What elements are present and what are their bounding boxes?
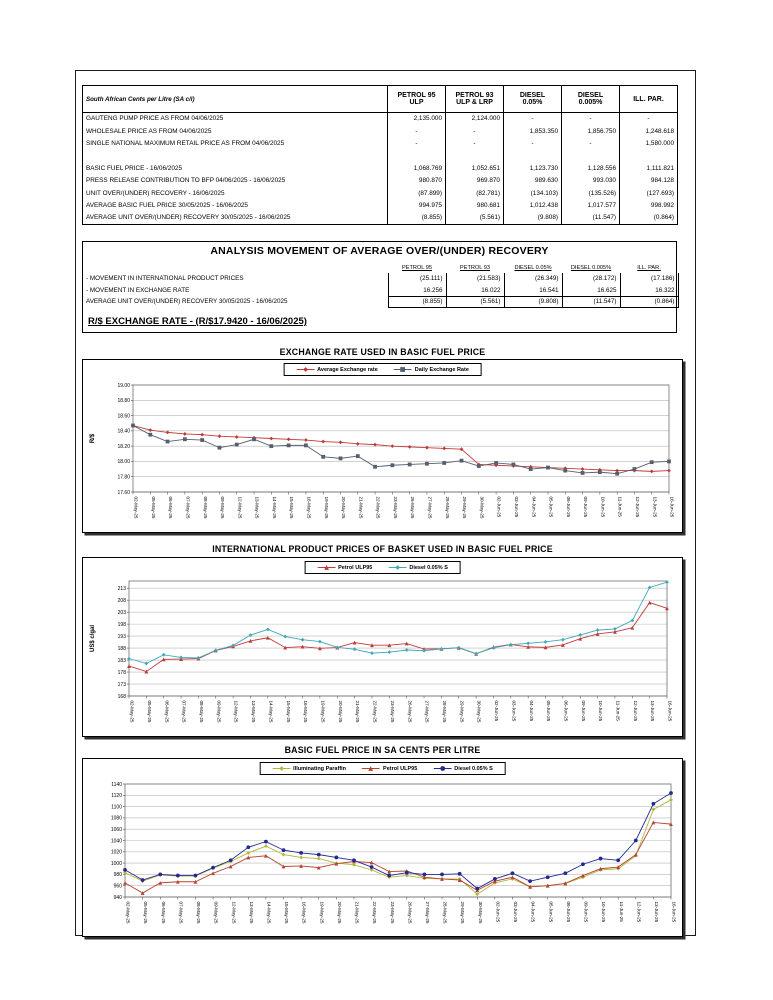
- svg-text:11-Jun-25: 11-Jun-25: [618, 901, 624, 922]
- svg-text:16-Jun-25: 16-Jun-25: [671, 901, 677, 923]
- svg-text:10-Jun-25: 10-Jun-25: [600, 496, 606, 518]
- svg-text:14-May-25: 14-May-25: [266, 901, 272, 924]
- svg-text:07-May-25: 07-May-25: [185, 496, 191, 519]
- table-row: [83, 150, 678, 162]
- analysis-cell-value: (9.808): [504, 296, 562, 308]
- analysis-cell-value: (5.561): [446, 296, 504, 308]
- price-table: [82, 85, 678, 225]
- svg-text:27-May-25: 27-May-25: [425, 901, 431, 924]
- cell-value: 984.128: [620, 174, 678, 186]
- row-label: UNIT OVER/(UNDER) RECOVERY - 16/06/2025: [86, 189, 225, 197]
- svg-text:1100: 1100: [111, 804, 122, 811]
- legend-item: [362, 765, 417, 772]
- svg-text:1000: 1000: [110, 860, 122, 867]
- svg-text:1060: 1060: [110, 827, 122, 833]
- cell-value: 1,068.769: [388, 162, 446, 174]
- cell-value: (0.864): [620, 212, 678, 224]
- cell-value: -: [562, 137, 620, 149]
- cell-value: -: [388, 137, 446, 149]
- row-label: PRESS RELEASE CONTRIBUTION TO BFP 04/06/2025 - 16/06/2025: [86, 177, 286, 185]
- analysis-table-body: [83, 262, 678, 308]
- analysis-cell-value: (8.855): [388, 296, 446, 308]
- svg-text:02-May-25: 02-May-25: [129, 700, 135, 723]
- svg-text:183: 183: [117, 657, 126, 664]
- legend-item: [272, 765, 346, 772]
- svg-text:14-May-25: 14-May-25: [271, 496, 277, 519]
- cell-value: 1,248.618: [620, 125, 678, 137]
- svg-text:21-May-25: 21-May-25: [358, 496, 364, 519]
- basic-fuel-price-chart-title: BASIC FUEL PRICE IN SA CENTS PER LITRE: [284, 745, 481, 755]
- column-header: ILL. PAR.: [620, 86, 678, 113]
- svg-text:06-May-25: 06-May-25: [164, 700, 170, 723]
- basic-fuel-price-chart-legend: [259, 762, 506, 775]
- svg-text:09-Jun-25: 09-Jun-25: [583, 496, 589, 518]
- cell-value: 1,128.556: [562, 162, 620, 174]
- cell-value: 1,012.438: [504, 199, 562, 211]
- cell-value: 998.992: [620, 199, 678, 211]
- svg-text:02-Jun-25: 02-Jun-25: [495, 901, 501, 923]
- svg-text:28-May-25: 28-May-25: [442, 901, 448, 924]
- column-header: DIESEL 0.005%: [562, 86, 620, 113]
- table-row: [83, 187, 678, 199]
- legend-label: Illuminating Paraffin: [293, 765, 347, 772]
- svg-text:06-Jun-25: 06-Jun-25: [565, 496, 571, 518]
- analysis-row: [83, 273, 678, 285]
- svg-text:208: 208: [117, 597, 126, 604]
- analysis-cell-value: 16.541: [504, 285, 562, 297]
- analysis-header-row: [83, 262, 678, 273]
- svg-text:193: 193: [117, 633, 126, 640]
- svg-text:14-May-25: 14-May-25: [268, 700, 274, 723]
- analysis-table: [83, 262, 679, 308]
- row-label: WHOLESALE PRICE AS FROM 04/06/2025: [86, 127, 212, 135]
- analysis-cell-value: 16.256: [388, 285, 446, 297]
- analysis-cell-value: (21.583): [446, 273, 504, 285]
- svg-text:23-May-25: 23-May-25: [389, 901, 395, 924]
- svg-text:26-May-25: 26-May-25: [410, 496, 416, 519]
- analysis-row-label: - MOVEMENT IN INTERNATIONAL PRODUCT PRICES: [86, 275, 244, 283]
- cell-value: -: [446, 125, 504, 137]
- svg-text:05-Jun-25: 05-Jun-25: [546, 700, 552, 722]
- table-row: [83, 137, 678, 149]
- analysis-cell-value: (11.547): [562, 296, 620, 308]
- svg-text:06-May-25: 06-May-25: [168, 496, 174, 519]
- cell-value: (82.781): [446, 187, 504, 199]
- legend-label: Diesel 0.05% S: [454, 765, 493, 772]
- cell-value: 2,135.000: [388, 113, 446, 125]
- svg-text:26-May-25: 26-May-25: [407, 901, 413, 924]
- svg-text:07-May-25: 07-May-25: [178, 901, 184, 924]
- table-corner-label: South African Cents per Litre (SA c/l): [83, 86, 388, 113]
- cell-value: (135.526): [562, 187, 620, 199]
- analysis-cell-value: 16.625: [562, 285, 620, 297]
- cell-value: (134.103): [504, 187, 562, 199]
- svg-text:06-Jun-25: 06-Jun-25: [565, 901, 571, 923]
- triangle-marker-icon: [362, 765, 380, 772]
- svg-text:26-May-25: 26-May-25: [407, 700, 413, 723]
- cell-value: 1,111.821: [620, 162, 678, 174]
- cell-value: 994.975: [388, 199, 446, 211]
- exchange-rate-chart-plot: [85, 380, 681, 530]
- cell-value: (11.547): [562, 212, 620, 224]
- spacer: [83, 262, 388, 273]
- svg-text:08-May-25: 08-May-25: [202, 496, 208, 519]
- cell-value: 1,017.577: [562, 199, 620, 211]
- svg-text:30-May-25: 30-May-25: [477, 901, 483, 924]
- legend-item: [317, 564, 372, 571]
- svg-text:1120: 1120: [111, 793, 122, 800]
- svg-text:02-May-25: 02-May-25: [133, 496, 139, 519]
- cell-value: 989.630: [504, 174, 562, 186]
- svg-text:22-May-25: 22-May-25: [372, 901, 378, 924]
- analysis-cell-value: 16.322: [620, 285, 678, 297]
- svg-text:16-May-25: 16-May-25: [303, 700, 309, 723]
- svg-text:18.80: 18.80: [117, 398, 130, 405]
- svg-text:178: 178: [117, 669, 126, 676]
- svg-text:12-May-25: 12-May-25: [233, 700, 239, 723]
- svg-text:02-May-25: 02-May-25: [125, 901, 131, 924]
- svg-text:19-May-25: 19-May-25: [320, 700, 326, 723]
- svg-text:20-May-25: 20-May-25: [341, 496, 347, 519]
- svg-text:15-May-25: 15-May-25: [285, 700, 291, 723]
- svg-text:09-May-25: 09-May-25: [216, 700, 222, 723]
- product-prices-chart-legend: [304, 561, 461, 574]
- legend-label: Petrol ULP95: [383, 765, 418, 772]
- svg-text:R/$: R/$: [90, 433, 96, 444]
- analysis-row-label: AVERAGE UNIT OVER/(UNDER) RECOVERY 30/05/2025 - 16/06/2025: [86, 298, 288, 306]
- svg-text:02-Jun-25: 02-Jun-25: [496, 496, 502, 518]
- svg-text:05-May-25: 05-May-25: [146, 700, 152, 723]
- cell-value: 1,856.750: [562, 125, 620, 137]
- svg-text:12-May-25: 12-May-25: [237, 496, 243, 519]
- legend-label: Daily Exchange Rate: [414, 366, 469, 373]
- diamond-marker-icon: [388, 564, 406, 571]
- svg-text:16-May-25: 16-May-25: [306, 496, 312, 519]
- row-label: GAUTENG PUMP PRICE AS FROM 04/06/2025: [86, 115, 224, 123]
- svg-text:1140: 1140: [111, 781, 122, 788]
- cell-value: [446, 150, 504, 162]
- row-label: AVERAGE BASIC FUEL PRICE 30/05/2025 - 16/06/2025: [86, 201, 248, 209]
- svg-text:29-May-25: 29-May-25: [460, 901, 466, 924]
- analysis-cell-value: (25.111): [388, 273, 446, 285]
- svg-text:1020: 1020: [110, 849, 122, 856]
- table-row: [83, 125, 678, 137]
- cell-value: 969.870: [446, 174, 504, 186]
- column-header: PETROL 93 ULP & LRP: [446, 86, 504, 113]
- svg-text:03-Jun-25: 03-Jun-25: [511, 700, 517, 722]
- svg-text:04-Jun-25: 04-Jun-25: [531, 496, 537, 518]
- legend-item: [296, 366, 378, 373]
- exchange-rate-chart: [82, 359, 683, 533]
- diamond-marker-icon: [296, 366, 314, 373]
- analysis-column-header: ILL. PAR.: [637, 264, 661, 271]
- svg-text:19-May-25: 19-May-25: [319, 901, 325, 924]
- svg-text:22-May-25: 22-May-25: [372, 700, 378, 723]
- analysis-title: ANALYSIS MOVEMENT OF AVERAGE OVER/(UNDER) RECOVERY: [210, 245, 549, 257]
- svg-text:05-May-25: 05-May-25: [150, 496, 156, 519]
- table-row: [83, 212, 678, 224]
- svg-text:23-May-25: 23-May-25: [389, 700, 395, 723]
- svg-text:188: 188: [117, 645, 126, 652]
- svg-text:30-May-25: 30-May-25: [479, 496, 485, 519]
- svg-text:30-May-25: 30-May-25: [476, 700, 482, 723]
- legend-label: Diesel 0.05% S: [409, 564, 448, 571]
- svg-text:29-May-25: 29-May-25: [462, 496, 468, 519]
- svg-text:17.80: 17.80: [117, 474, 130, 481]
- svg-text:05-Jun-25: 05-Jun-25: [548, 901, 554, 923]
- svg-text:1080: 1080: [110, 815, 122, 822]
- cell-value: -: [446, 137, 504, 149]
- svg-text:04-Jun-25: 04-Jun-25: [530, 901, 536, 923]
- cell-value: -: [562, 113, 620, 125]
- svg-text:02-Jun-25: 02-Jun-25: [494, 700, 500, 722]
- cell-value: 980.870: [388, 174, 446, 186]
- product-prices-chart-plot: [85, 578, 681, 734]
- svg-text:12-Jun-25: 12-Jun-25: [632, 700, 638, 722]
- analysis-column-header: PETROL 93: [460, 264, 490, 271]
- analysis-column-header: PETROL 95: [402, 264, 432, 271]
- column-header: DIESEL 0.05%: [504, 86, 562, 113]
- table-row: [83, 162, 678, 174]
- svg-text:08-May-25: 08-May-25: [199, 700, 205, 723]
- svg-text:05-May-25: 05-May-25: [143, 901, 149, 924]
- cell-value: -: [388, 125, 446, 137]
- analysis-cell-value: (0.864): [620, 296, 678, 308]
- table-header-row: [83, 86, 678, 113]
- svg-text:15-May-25: 15-May-25: [284, 901, 290, 924]
- legend-item: [394, 366, 469, 373]
- svg-text:10-Jun-25: 10-Jun-25: [598, 700, 604, 722]
- cell-value: 1,052.651: [446, 162, 504, 174]
- cell-value: (9.808): [504, 212, 562, 224]
- svg-text:09-Jun-25: 09-Jun-25: [580, 700, 586, 722]
- svg-text:18.00: 18.00: [117, 459, 130, 466]
- svg-text:22-May-25: 22-May-25: [375, 496, 381, 519]
- svg-text:18.40: 18.40: [117, 428, 130, 435]
- price-table-body: [83, 86, 678, 225]
- svg-text:13-Jun-25: 13-Jun-25: [650, 700, 656, 722]
- svg-text:29-May-25: 29-May-25: [459, 700, 465, 723]
- analysis-section: [82, 241, 677, 333]
- svg-text:13-Jun-25: 13-Jun-25: [653, 901, 659, 923]
- svg-text:16-Jun-25: 16-Jun-25: [667, 700, 673, 722]
- svg-text:12-Jun-25: 12-Jun-25: [636, 901, 642, 923]
- basic-fuel-price-chart: [82, 758, 683, 937]
- svg-text:12-May-25: 12-May-25: [231, 901, 237, 924]
- row-label: [83, 150, 388, 162]
- cell-value: 1,580.000: [620, 137, 678, 149]
- cell-value: [504, 150, 562, 162]
- svg-text:21-May-25: 21-May-25: [354, 901, 360, 924]
- svg-text:16-Jun-25: 16-Jun-25: [669, 496, 675, 518]
- svg-text:28-May-25: 28-May-25: [441, 700, 447, 723]
- svg-text:27-May-25: 27-May-25: [427, 496, 433, 519]
- cell-value: -: [504, 137, 562, 149]
- diamond-marker-icon: [272, 765, 290, 772]
- circle-marker-icon: [433, 765, 451, 772]
- svg-text:06-May-25: 06-May-25: [160, 901, 166, 924]
- svg-text:04-Jun-25: 04-Jun-25: [528, 700, 534, 722]
- svg-text:18.20: 18.20: [117, 443, 130, 450]
- svg-text:03-Jun-25: 03-Jun-25: [513, 496, 519, 518]
- svg-text:980: 980: [113, 872, 122, 879]
- svg-text:07-May-25: 07-May-25: [181, 700, 187, 723]
- svg-text:203: 203: [117, 609, 126, 616]
- exchange-rate-chart-title: EXCHANGE RATE USED IN BASIC FUEL PRICE: [279, 347, 486, 357]
- svg-text:15-May-25: 15-May-25: [289, 496, 295, 519]
- cell-value: 2,124.000: [446, 113, 504, 125]
- analysis-row: [83, 296, 678, 308]
- cell-value: -: [620, 113, 678, 125]
- svg-text:09-Jun-25: 09-Jun-25: [583, 901, 589, 923]
- cell-value: [620, 150, 678, 162]
- svg-text:US$ c/gal: US$ c/gal: [90, 624, 96, 653]
- cell-value: (8.855): [388, 212, 446, 224]
- legend-item: [433, 765, 493, 772]
- svg-text:168: 168: [117, 693, 126, 700]
- analysis-column-header: DIESEL 0.05%: [514, 264, 552, 271]
- analysis-cell-value: (26.349): [504, 273, 562, 285]
- svg-text:09-May-25: 09-May-25: [220, 496, 226, 519]
- svg-text:06-Jun-25: 06-Jun-25: [563, 700, 569, 722]
- product-prices-chart: [82, 557, 683, 737]
- svg-text:1040: 1040: [110, 838, 122, 845]
- svg-text:17.60: 17.60: [117, 489, 130, 496]
- analysis-cell-value: (17.186): [620, 273, 678, 285]
- svg-text:08-May-25: 08-May-25: [196, 901, 202, 924]
- square-marker-icon: [394, 366, 412, 373]
- svg-text:05-Jun-25: 05-Jun-25: [548, 496, 554, 518]
- svg-text:198: 198: [117, 621, 126, 628]
- cell-value: -: [504, 113, 562, 125]
- svg-text:27-May-25: 27-May-25: [424, 700, 430, 723]
- svg-text:23-May-25: 23-May-25: [392, 496, 398, 519]
- row-label: AVERAGE UNIT OVER/(UNDER) RECOVERY 30/05/2025 - 16/06/2025: [86, 214, 291, 222]
- svg-text:960: 960: [113, 883, 122, 890]
- svg-text:12-Jun-25: 12-Jun-25: [635, 496, 641, 518]
- legend-item: [388, 564, 448, 571]
- table-row: [83, 174, 678, 186]
- svg-text:03-Jun-25: 03-Jun-25: [513, 901, 519, 923]
- svg-text:19-May-25: 19-May-25: [323, 496, 329, 519]
- svg-text:21-May-25: 21-May-25: [355, 700, 361, 723]
- row-label: BASIC FUEL PRICE - 16/06/2025: [86, 164, 183, 172]
- analysis-cell-value: 16.022: [446, 285, 504, 297]
- table-row: [83, 113, 678, 125]
- svg-text:13-May-25: 13-May-25: [254, 496, 260, 519]
- analysis-column-header: DIESEL 0.005%: [570, 264, 612, 271]
- cell-value: [562, 150, 620, 162]
- analysis-cell-value: (28.172): [562, 273, 620, 285]
- cell-value: (87.899): [388, 187, 446, 199]
- exchange-rate-line: R/$ EXCHANGE RATE - (R/$17.9420 - 16/06/2025): [88, 316, 307, 327]
- product-prices-chart-title: INTERNATIONAL PRODUCT PRICES OF BASKET USED IN BASIC FUEL PRICE: [212, 544, 553, 554]
- cell-value: (127.693): [620, 187, 678, 199]
- svg-text:09-May-25: 09-May-25: [213, 901, 219, 924]
- svg-text:13-May-25: 13-May-25: [248, 901, 254, 924]
- svg-text:11-Jun-25: 11-Jun-25: [617, 496, 623, 517]
- legend-label: Average Exchange rate: [317, 366, 378, 373]
- cell-value: 980.681: [446, 199, 504, 211]
- cell-value: 1,123.730: [504, 162, 562, 174]
- svg-text:11-Jun-25: 11-Jun-25: [615, 700, 621, 721]
- table-row: [83, 199, 678, 211]
- svg-text:20-May-25: 20-May-25: [336, 901, 342, 924]
- svg-text:13-Jun-25: 13-Jun-25: [652, 496, 658, 518]
- analysis-row: [83, 285, 678, 297]
- triangle-marker-icon: [317, 564, 335, 571]
- basic-fuel-price-chart-plot: [85, 779, 681, 934]
- cell-value: (5.561): [446, 212, 504, 224]
- svg-text:18.60: 18.60: [117, 413, 130, 420]
- cell-value: [388, 150, 446, 162]
- svg-text:20-May-25: 20-May-25: [337, 700, 343, 723]
- cell-value: 1,853.350: [504, 125, 562, 137]
- svg-text:13-May-25: 13-May-25: [251, 700, 257, 723]
- svg-text:19.00: 19.00: [117, 382, 130, 389]
- svg-text:173: 173: [117, 681, 126, 688]
- svg-text:28-May-25: 28-May-25: [444, 496, 450, 519]
- analysis-row-label: - MOVEMENT IN EXCHANGE RATE: [86, 286, 190, 294]
- cell-value: 993.030: [562, 174, 620, 186]
- svg-text:940: 940: [113, 894, 122, 901]
- exchange-rate-chart-legend: [283, 363, 482, 376]
- svg-text:10-Jun-25: 10-Jun-25: [601, 901, 607, 923]
- svg-text:16-May-25: 16-May-25: [301, 901, 307, 924]
- svg-text:213: 213: [117, 585, 126, 592]
- legend-label: Petrol ULP95: [338, 564, 373, 571]
- report-page-frame: [75, 70, 696, 936]
- column-header: PETROL 95 ULP: [388, 86, 446, 113]
- row-label: SINGLE NATIONAL MAXIMUM RETAIL PRICE AS FROM 04/06/2025: [86, 139, 285, 147]
